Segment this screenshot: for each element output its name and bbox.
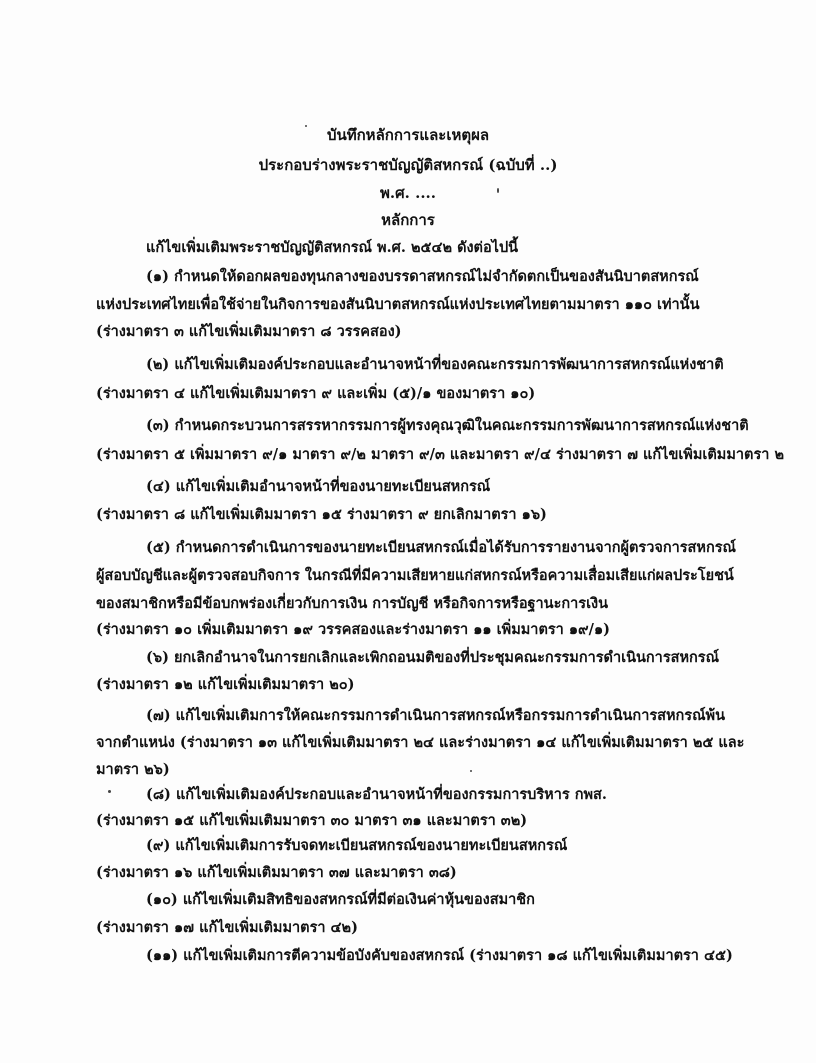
item-2-line-2: (ร่างมาตรา ๔ แก้ไขเพิ่มเติมมาตรา ๙ และเพิ่ม (๕)/๑ ของมาตรา ๑๐) <box>96 385 536 402</box>
item-5-line-4: (ร่างมาตรา ๑๐ เพิ่มเติมมาตรา ๑๙ วรรคสองและร่างมาตรา ๑๑ เพิ่มมาตรา ๑๙/๑) <box>96 621 611 638</box>
item-7-line-3: มาตรา ๒๖) <box>96 761 170 778</box>
item-1-line-1: (๑) กำหนดให้ดอกผลของทุนกลางของบรรดาสหกรณ์ไม่จำกัดตกเป็นของสันนิบาตสหกรณ์ <box>146 268 699 285</box>
item-7-line-2: จากตำแหน่ง (ร่างมาตรา ๑๓ แก้ไขเพิ่มเติมมาตรา ๒๔ และร่างมาตรา ๑๔ แก้ไขเพิ่มเติมมาตรา ๒๕ และ <box>96 734 745 751</box>
item-9-line-2: (ร่างมาตรา ๑๖ แก้ไขเพิ่มเติมมาตรา ๓๗ และมาตรา ๓๘) <box>96 864 457 881</box>
item-5-line-1: (๕) กำหนดการดำเนินการของนายทะเบียนสหกรณ์เมื่อได้รับการรายงานจากผู้ตรวจการสหกรณ์ <box>146 539 736 556</box>
item-4-line-1: (๔) แก้ไขเพิ่มเติมอำนาจหน้าที่ของนายทะเบียนสหกรณ์ <box>146 478 491 495</box>
item-5-line-2: ผู้สอบบัญชีและผู้ตรวจสอบกิจการ ในกรณีที่มีความเสียหายแก่สหกรณ์หรือความเสื่อมเสียแก่ผลประโยชน์ <box>96 567 734 584</box>
item-5-line-3: ของสมาชิกหรือมีข้อบกพร่องเกี่ยวกับการเงิน การบัญชี หรือกิจการหรือฐานะการเงิน <box>96 595 609 612</box>
item-8-line-1: (๘) แก้ไขเพิ่มเติมองค์ประกอบและอำนาจหน้าที่ของกรรมการบริหาร กพส. <box>146 786 607 803</box>
item-3-line-2: (ร่างมาตรา ๕ เพิ่มมาตรา ๙/๑ มาตรา ๙/๒ มาตรา ๙/๓ และมาตรา ๙/๔ ร่างมาตรา ๗ แก้ไขเพิ่มเติมมาตรา ๒ <box>96 446 785 463</box>
item-7-line-1: (๗) แก้ไขเพิ่มเติมการให้คณะกรรมการดำเนินการสหกรณ์หรือกรรมการดำเนินการสหกรณ์พ้น <box>146 707 726 724</box>
item-9-line-1: (๙) แก้ไขเพิ่มเติมการรับจดทะเบียนสหกรณ์ของนายทะเบียนสหกรณ์ <box>146 837 568 854</box>
scan-speck <box>497 188 499 193</box>
document-year: พ.ศ. .... <box>380 184 436 202</box>
document-title: บันทึกหลักการและเหตุผล <box>326 126 490 144</box>
item-1-line-2: แห่งประเทศไทยเพื่อใช้จ่ายในกิจการของสันนิบาตสหกรณ์แห่งประเทศไทยตามมาตรา ๑๑๐ เท่านั้น <box>96 296 700 313</box>
section-heading: หลักการ <box>381 211 435 229</box>
item-3-line-1: (๓) กำหนดกระบวนการสรรหากรรมการผู้ทรงคุณวุฒิในคณะกรรมการพัฒนาการสหกรณ์แห่งชาติ <box>146 417 749 434</box>
intro-paragraph: แก้ไขเพิ่มเติมพระราชบัญญัติสหกรณ์ พ.ศ. ๒๕๔๒ ดังต่อไปนี้ <box>146 239 519 256</box>
item-11-line-1: (๑๑) แก้ไขเพิ่มเติมการตีความข้อบังคับของสหกรณ์ (ร่างมาตรา ๑๘ แก้ไขเพิ่มเติมมาตรา ๔๕) <box>146 947 733 964</box>
item-8-line-2: (ร่างมาตรา ๑๕ แก้ไขเพิ่มเติมมาตรา ๓๐ มาตรา ๓๑ และมาตรา ๓๒) <box>96 812 528 829</box>
document-subtitle: ประกอบร่างพระราชบัญญัติสหกรณ์ (ฉบับที่ ..) <box>258 156 558 174</box>
item-6-line-2: (ร่างมาตรา ๑๒ แก้ไขเพิ่มเติมมาตรา ๒๐) <box>96 676 355 693</box>
item-6-line-1: (๖) ยกเลิกอำนาจในการยกเลิกและเพิกถอนมติของที่ประชุมคณะกรรมการดำเนินการสหกรณ์ <box>146 649 720 666</box>
item-10-line-1: (๑๐) แก้ไขเพิ่มเติมสิทธิของสหกรณ์ที่มีต่อเงินค่าหุ้นของสมาชิก <box>146 891 535 908</box>
item-4-line-2: (ร่างมาตรา ๘ แก้ไขเพิ่มเติมมาตรา ๑๕ ร่างมาตรา ๙ ยกเลิกมาตรา ๑๖) <box>96 506 547 523</box>
scan-speck <box>305 125 307 127</box>
scan-speck <box>108 790 111 793</box>
item-1-line-3: (ร่างมาตรา ๓ แก้ไขเพิ่มเติมมาตรา ๘ วรรคสอง) <box>96 323 402 340</box>
item-10-line-2: (ร่างมาตรา ๑๗ แก้ไขเพิ่มเติมมาตรา ๔๒) <box>96 919 358 936</box>
item-2-line-1: (๒) แก้ไขเพิ่มเติมองค์ประกอบและอำนาจหน้าที่ของคณะกรรมการพัฒนาการสหกรณ์แห่งชาติ <box>146 356 724 373</box>
scan-speck <box>470 770 472 772</box>
